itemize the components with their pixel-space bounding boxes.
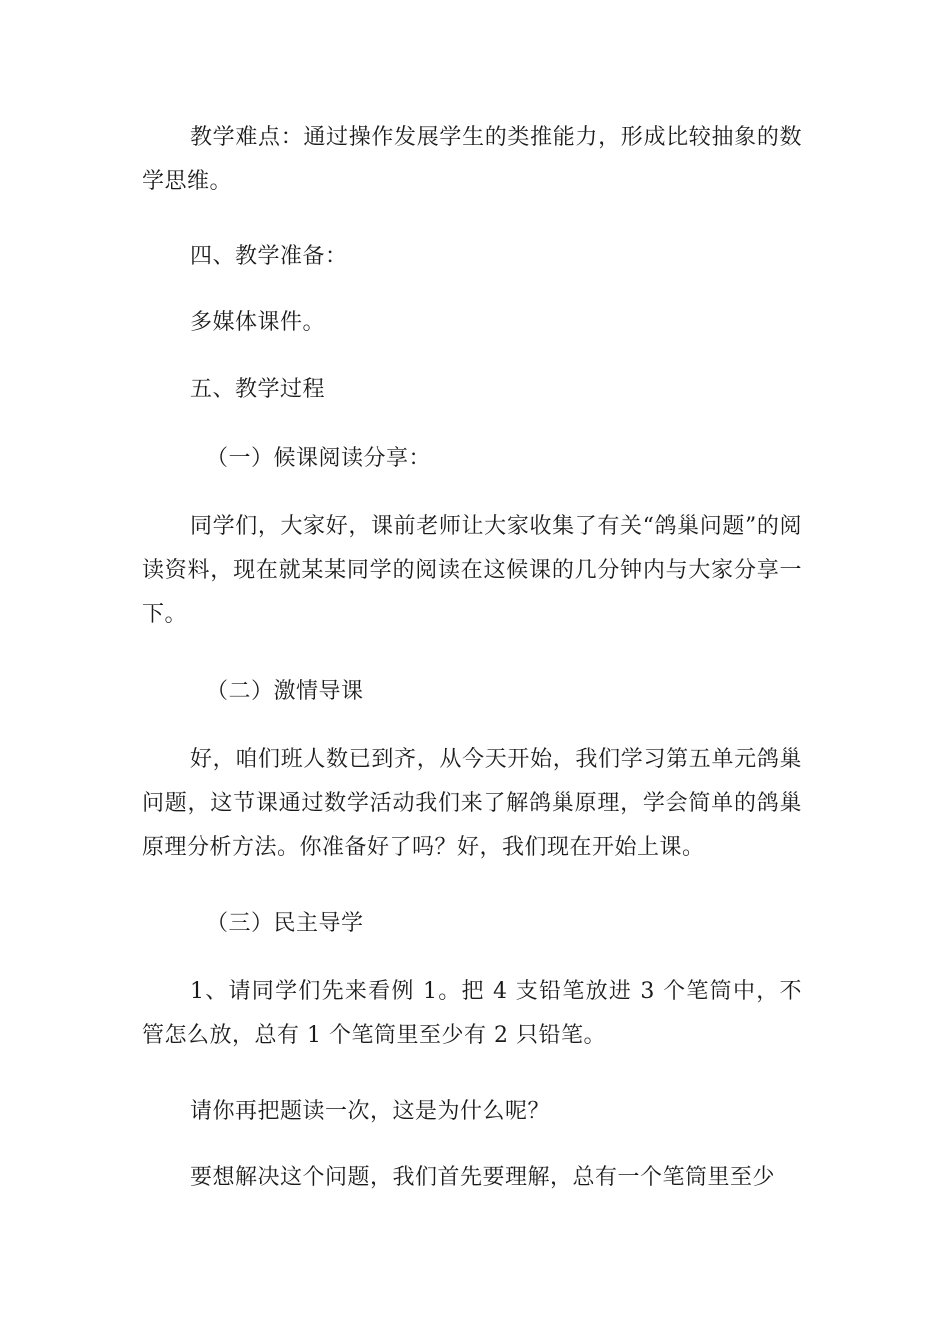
subheading-lesson-intro: （二）激情导课 (206, 679, 364, 704)
heading-teaching-process: 五、教学过程 (190, 377, 326, 402)
paragraph-teaching-difficulty: 教学难点：通过操作发展学生的类推能力，形成比较抽象的数学思维。 (142, 125, 802, 194)
paragraph-reading-share: 同学们，大家好，课前老师让大家收集了有关“鸽巢问题”的阅读资料，现在就某某同学的阅读在这候课的几分钟内与大家分享一下。 (142, 514, 802, 627)
paragraph-multimedia: 多媒体课件。 (190, 310, 326, 335)
subheading-reading-share: （一）候课阅读分享： (206, 446, 432, 471)
paragraph-read-again: 请你再把题读一次，这是为什么呢？ (190, 1099, 551, 1124)
heading-teaching-preparation: 四、教学准备： (190, 244, 348, 269)
paragraph-solve-problem: 要想解决这个问题，我们首先要理解，总有一个笔筒里至少 (190, 1165, 776, 1190)
paragraph-lesson-intro: 好，咱们班人数已到齐，从今天开始，我们学习第五单元鸽巢问题，这节课通过数学活动我们来了解鸽巢原理，学会简单的鸽巢原理分析方法。你准备好了吗？好，我们现在开始上课。 (142, 747, 802, 860)
subheading-democratic-guidance: （三）民主导学 (206, 911, 364, 936)
paragraph-example-one: 1、请同学们先来看例 1。把 4 支铅笔放进 3 个笔筒中，不管怎么放，总有 1 个笔筒里至少有 2 只铅笔。 (142, 979, 802, 1048)
